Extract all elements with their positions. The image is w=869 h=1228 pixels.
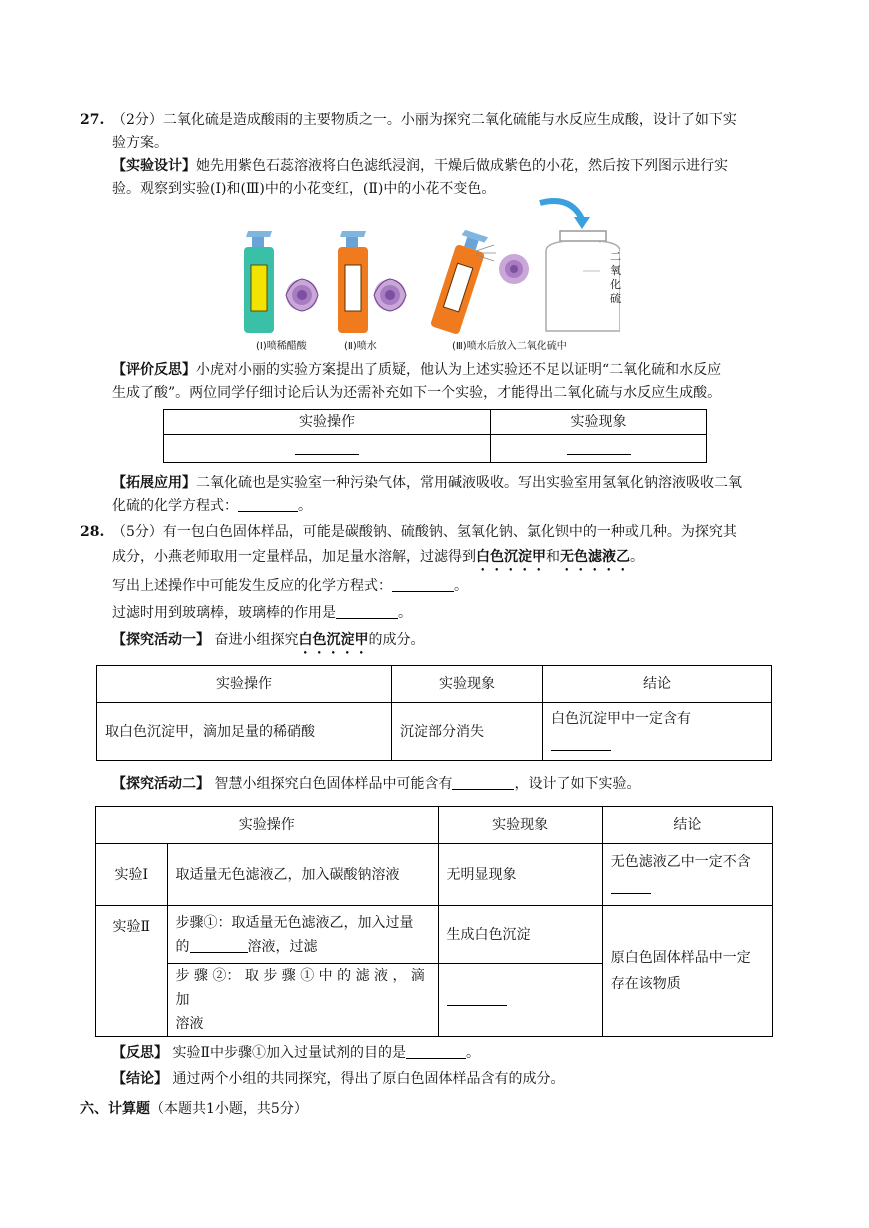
step2-text: 步 骤 ②： 取 步 骤 ① 中 的 滤 液 ， 滴 加 <box>175 968 425 1008</box>
t2-header-phenomenon: 实验现象 <box>438 807 602 844</box>
step2-text: 溶液 <box>175 1016 204 1032</box>
answer-blank[interactable] <box>611 879 651 894</box>
q28-act2 <box>112 774 640 794</box>
spray-bottle-green-icon <box>244 231 274 333</box>
spray-bottle-orange-icon <box>338 231 368 333</box>
q28-table2 <box>95 806 773 1037</box>
act2-text: 智慧小组探究白色固体样品中可能含有 <box>214 776 453 792</box>
gas-label: 二氧化硫 <box>610 250 621 305</box>
answer-blank[interactable] <box>551 736 611 751</box>
step1-text: 步骤①：取适量无色滤液乙，加入过量 <box>175 914 414 931</box>
ext-tag: 【拓展应用】 <box>112 475 196 491</box>
t2-row2-name: 实验Ⅱ <box>96 906 168 1037</box>
q27-line1: （2分）二氧化硫是造成酸雨的主要物质之一。小丽为探究二氧化硫能与水反应生成酸，设计了如下实 <box>112 112 737 128</box>
t2-row2-step1 <box>167 906 438 964</box>
answer-blank[interactable] <box>406 1044 466 1059</box>
fig-caption-3: (Ⅲ)喷水后放入二氧化硫中 <box>452 341 567 352</box>
answer-blank[interactable] <box>392 577 454 592</box>
q27-eval-line1 <box>112 360 721 380</box>
q27-answer-operation <box>164 435 491 463</box>
act1-tag: 【探究活动一】 <box>112 632 210 648</box>
purple-flower-icon <box>286 279 318 311</box>
conclusion-text: 通过两个小组的共同探究，得出了原白色固体样品含有的成分。 <box>172 1071 565 1087</box>
t1-header-operation: 实验操作 <box>97 666 392 703</box>
emphasis-text: 白色沉淀甲 <box>298 632 369 648</box>
q27-table-header-phenomenon: 实验现象 <box>491 410 707 435</box>
t2-row2-step2 <box>167 964 438 1037</box>
conclusion-tag: 【结论】 <box>112 1071 168 1087</box>
fig-caption-1: (Ⅰ)喷稀醋酸 <box>256 341 307 352</box>
q28-text: 写出上述操作中可能发生反应的化学方程式： <box>112 578 392 594</box>
reflect-tag: 【反思】 <box>112 1045 168 1061</box>
q28-line4 <box>112 603 412 623</box>
act2-end: ，设计了如下实验。 <box>514 776 641 792</box>
purple-flower-icon <box>374 279 406 311</box>
t2-row1-conclusion <box>602 844 772 906</box>
t2-row1-operation: 取适量无色滤液乙，加入碳酸钠溶液 <box>167 844 438 906</box>
fig-caption-2: (Ⅱ)喷水 <box>344 341 377 352</box>
q28-number: 28. <box>80 524 105 540</box>
purple-flower-icon <box>499 254 529 284</box>
answer-blank[interactable] <box>190 938 248 953</box>
t2-header-conclusion: 结论 <box>602 807 772 844</box>
q28-line3 <box>112 576 468 596</box>
section6-heading <box>80 1099 308 1119</box>
reflect-text: 实验Ⅱ中步骤①加入过量试剂的目的是 <box>172 1045 406 1061</box>
answer-blank[interactable] <box>452 775 514 790</box>
eval-tag: 【评价反思】 <box>112 362 196 378</box>
emphasis-text: 白色沉淀甲 <box>476 549 546 565</box>
step1-text: 的 <box>175 938 190 955</box>
q27-design-line2: 验。观察到实验(Ⅰ)和(Ⅲ)中的小花变红，(Ⅱ)中的小花不变色。 <box>112 181 496 197</box>
gas-bottle-icon <box>546 231 620 331</box>
emphasis-text: 无色滤液乙 <box>560 549 630 565</box>
ext-text-2: 化硫的化学方程式： <box>112 498 238 514</box>
design-text-1: 她先用紫色石蕊溶液将白色滤纸浸润，干燥后做成紫色的小花，然后按下列图示进行实 <box>196 158 728 174</box>
t2-row1-conclusion-text: 无色滤液乙中一定不含 <box>610 853 751 870</box>
t2-row2-phenomenon2 <box>438 964 602 1037</box>
section6-title: 六、计算题 <box>80 1101 150 1117</box>
design-tag: 【实验设计】 <box>112 158 196 174</box>
t2-row1-name: 实验Ⅰ <box>96 844 168 906</box>
t1-conclusion <box>543 703 772 761</box>
q27-eval-line2: 生成了酸”。两位同学仔细讨论后认为还需补充如下一个实验，才能得出二氧化硫与水反应生成酸。 <box>112 385 722 401</box>
q28-conclusion <box>112 1069 564 1089</box>
period: 。 <box>465 1045 480 1061</box>
spray-bottle-tilted-icon <box>430 229 490 335</box>
t1-operation: 取白色沉淀甲，滴加足量的稀硝酸 <box>97 703 392 761</box>
t1-header-phenomenon: 实验现象 <box>392 666 543 703</box>
t1-conclusion-text: 白色沉淀甲中一定含有 <box>551 710 691 727</box>
period: 。 <box>398 605 412 621</box>
q28-table1 <box>96 665 772 761</box>
act1-end: 的成分。 <box>368 632 425 648</box>
eval-text-1: 小虎对小丽的实验方案提出了质疑，他认为上述实验还不足以证明“二氧化硫和水反应 <box>196 362 722 378</box>
q27-number: 27. <box>80 112 105 128</box>
ext-text-1: 二氧化硫也是实验室一种污染气体，常用碱液吸收。写出实验室用氢氧化钠溶液吸收二氧 <box>196 475 742 491</box>
step1-text: 溶液，过滤 <box>247 938 318 955</box>
q28-text: 成分，小燕老师取用一定量样品，加足量水溶解，过滤得到 <box>112 549 476 565</box>
answer-blank[interactable] <box>567 440 631 455</box>
answer-blank[interactable] <box>238 497 298 512</box>
answer-blank[interactable] <box>295 440 359 455</box>
q28-line2 <box>112 547 644 574</box>
act2-tag: 【探究活动二】 <box>112 776 210 792</box>
t1-phenomenon: 沉淀部分消失 <box>392 703 543 761</box>
q28-text: 过滤时用到玻璃棒，玻璃棒的作用是 <box>112 605 336 621</box>
q28-text: 和 <box>546 549 560 565</box>
arrow-head-icon <box>574 217 590 229</box>
section6-note: （本题共1小题，共5分） <box>150 1101 308 1117</box>
arrow-icon <box>540 201 582 219</box>
q28-reflect <box>112 1043 480 1063</box>
q28-line1: （5分）有一包白色固体样品，可能是碳酸钠、硫酸钠、氢氧化钠、氯化钡中的一种或几种。为探究其 <box>112 524 737 540</box>
q27-ext-line2 <box>112 496 312 516</box>
answer-blank[interactable] <box>336 604 398 619</box>
experiment-figure <box>240 195 620 355</box>
period: 。 <box>298 498 312 514</box>
q27-design-line1 <box>112 156 728 176</box>
period: 。 <box>454 578 468 594</box>
q28-act1 <box>112 630 424 657</box>
t2-row1-phenomenon: 无明显现象 <box>438 844 602 906</box>
period: 。 <box>630 549 644 565</box>
q27-line2: 验方案。 <box>112 135 168 151</box>
q27-answer-phenomenon <box>491 435 707 463</box>
q27-ext-line1 <box>112 473 742 493</box>
t2-header-operation: 实验操作 <box>96 807 439 844</box>
t2-row2-conclusion: 原白色固体样品中一定存在该物质 <box>602 906 772 1037</box>
q27-table-header-operation: 实验操作 <box>164 410 491 435</box>
t1-header-conclusion: 结论 <box>543 666 772 703</box>
act1-text: 奋进小组探究 <box>214 632 299 648</box>
answer-blank[interactable] <box>447 991 507 1006</box>
t2-row2-phenomenon1: 生成白色沉淀 <box>438 906 602 964</box>
q27-table <box>163 409 707 463</box>
